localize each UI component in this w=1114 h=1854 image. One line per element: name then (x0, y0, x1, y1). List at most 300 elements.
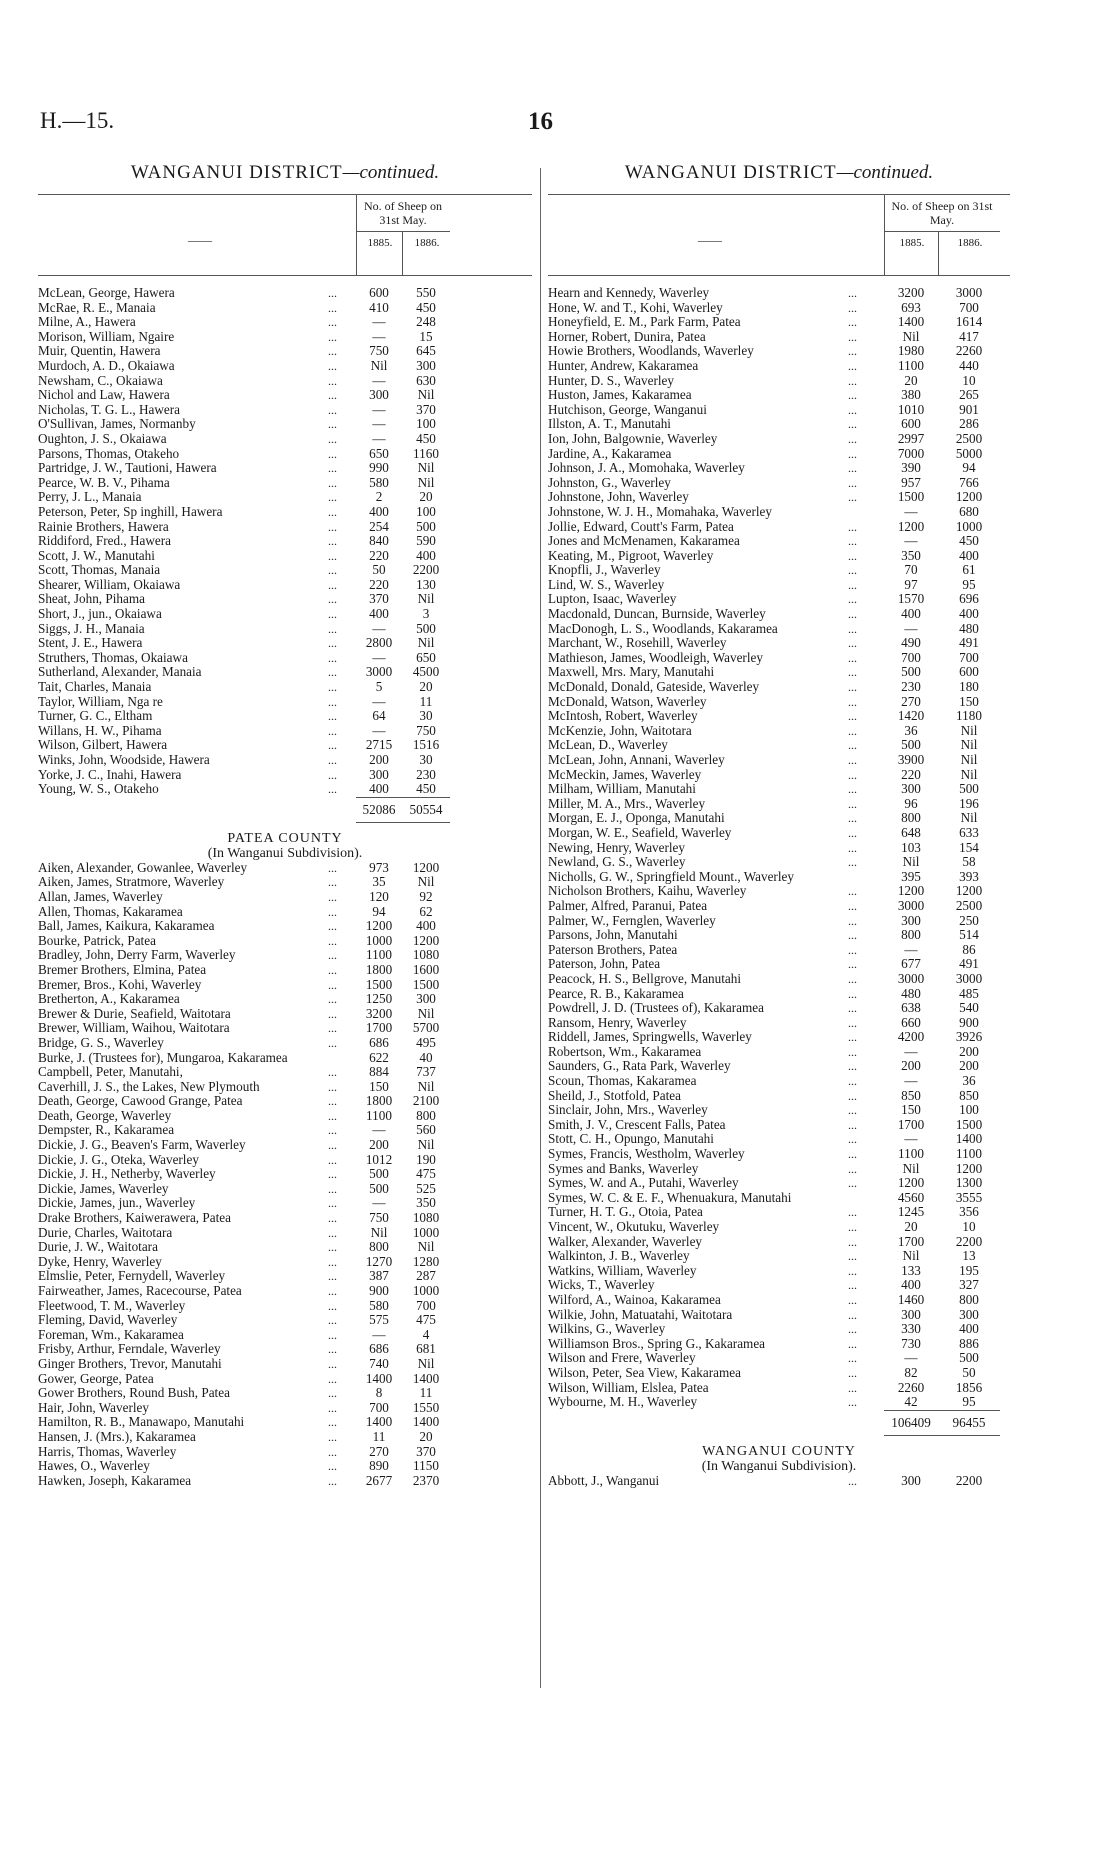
table-row (38, 1372, 532, 1387)
table-row (548, 914, 1010, 929)
sheep-1886: 58 (962, 854, 976, 870)
sheep-1886: 190 (416, 1151, 436, 1167)
sheep-1885: 890 (369, 1458, 389, 1474)
table-row (38, 768, 532, 783)
leader-dots: ... (848, 461, 857, 476)
owner-name: Paterson Brothers, Patea (548, 941, 678, 957)
sheep-1885: 400 (901, 1277, 921, 1293)
leader-dots: ... (848, 1220, 857, 1234)
table-row (548, 1249, 1010, 1264)
header-rule (938, 231, 939, 275)
sheep-1886: Nil (417, 1078, 435, 1094)
leader-dots: ... (848, 431, 857, 446)
sheep-1886: 100 (416, 503, 436, 519)
sheep-1885: Nil (902, 854, 920, 870)
sheep-1885: 150 (369, 1078, 389, 1094)
owner-name: Newsham, C., Okaiawa (38, 372, 163, 388)
leader-dots: ... (848, 1351, 857, 1366)
sheep-1885: 350 (901, 547, 921, 563)
owner-name: Jones and McMenamen, Kakaramea (548, 533, 740, 549)
owner-name: Taylor, William, Nga re (38, 693, 163, 709)
table-row (548, 1205, 1010, 1220)
table-row (548, 680, 1010, 695)
table-row (548, 578, 1010, 593)
sheep-1885: 800 (901, 927, 921, 943)
leader-dots: ... (848, 592, 857, 607)
sheep-1885: 1012 (365, 1151, 393, 1167)
owner-name: Johnstone, W. J. H., Momahaka, Waverley (548, 503, 772, 519)
sheep-1886: 94 (962, 460, 976, 476)
sheep-1886: 95 (962, 1394, 976, 1410)
table-row (38, 1255, 532, 1270)
sheep-1886: 1000 (955, 518, 983, 534)
leader-dots: ... (328, 1079, 337, 1094)
sheep-1886: 13 (962, 1248, 976, 1264)
table-row (548, 651, 1010, 666)
sheep-1886: 356 (959, 1204, 979, 1220)
leader-dots: ... (848, 519, 857, 534)
leader-dots: ... (848, 344, 857, 359)
sheep-1886: 645 (416, 343, 436, 359)
sheep-1886: 475 (416, 1166, 436, 1182)
sheep-1885: — (372, 722, 386, 738)
table-row (548, 447, 1010, 462)
sheep-1885: 2260 (897, 1379, 925, 1395)
leader-dots: ... (848, 898, 857, 913)
owner-name: Tait, Charles, Manaia (38, 679, 152, 695)
sheep-1886: 766 (959, 474, 979, 490)
sheep-1885: — (372, 328, 386, 344)
table-row (38, 432, 532, 447)
owner-name: Dyke, Henry, Waverley (38, 1253, 162, 1269)
leader-dots: ... (328, 286, 337, 300)
sheep-1886: 20 (419, 489, 433, 505)
owner-name: Sheat, John, Pihama (38, 591, 145, 607)
owner-name: Sheild, J., Stotfold, Patea (548, 1087, 681, 1103)
leader-dots: ... (328, 1152, 337, 1167)
owner-name: Dempster, R., Kakaramea (38, 1122, 175, 1138)
left-column (38, 162, 532, 1488)
sheep-1886: 1100 (956, 1146, 982, 1162)
sheep-1885: 94 (372, 903, 386, 919)
table-row (38, 782, 532, 797)
owner-name: Scott, Thomas, Manaia (38, 562, 161, 578)
owner-name: Fleming, David, Waverley (38, 1312, 178, 1328)
sheep-1885: 1100 (366, 1107, 392, 1123)
owner-name: Caverhill, J. S., the Lakes, New Plymouth (38, 1078, 260, 1094)
sheep-1885: 2677 (365, 1472, 393, 1488)
district-name: WANGANUI DISTRICT (624, 162, 837, 183)
owner-name: Paterson, John, Patea (548, 956, 661, 972)
sheep-1885: 600 (369, 285, 389, 300)
owner-name: Wilkins, G., Waverley (548, 1321, 666, 1337)
table-row (548, 344, 1010, 359)
owner-name: Peterson, Peter, Sp inghill, Hawera (38, 503, 223, 519)
leader-dots: ... (328, 709, 337, 724)
table-row (38, 1065, 532, 1080)
sheep-1886: 248 (416, 314, 436, 330)
sheep-1885: 480 (901, 985, 921, 1001)
leader-dots: ... (848, 913, 857, 928)
table-row (548, 1059, 1010, 1074)
leader-dots: ... (848, 884, 857, 899)
sheep-1885: 270 (369, 1443, 389, 1459)
table-row (38, 905, 532, 920)
table-row (38, 301, 532, 316)
leader-dots: ... (848, 694, 857, 709)
leader-dots: ... (328, 1167, 337, 1182)
owner-name: Hawes, O., Waverley (38, 1458, 150, 1474)
continued-label: —continued. (342, 162, 440, 183)
name-column-header: —— (188, 233, 212, 247)
sheep-1886: 195 (959, 1262, 979, 1278)
year-1886-header: 1886. (414, 237, 440, 249)
table-row (38, 1474, 532, 1489)
leader-dots: ... (328, 1356, 337, 1371)
year-1885-header: 1885. (367, 237, 393, 249)
leader-dots: ... (848, 1030, 857, 1045)
table-row (38, 992, 532, 1007)
table-row (548, 928, 1010, 943)
owner-name: Sinclair, John, Mrs., Waverley (548, 1102, 708, 1118)
total-1886: 50554 (402, 797, 450, 823)
owner-name: Hamilton, R. B., Manawapo, Manutahi (38, 1414, 245, 1430)
owner-name: Ginger Brothers, Trevor, Manutahi (38, 1355, 222, 1371)
owner-name: Riddell, James, Springwells, Waverley (548, 1029, 752, 1045)
sheep-1885: — (372, 314, 386, 330)
leader-dots: ... (328, 1459, 337, 1474)
owner-name: Hearn and Kennedy, Waverley (548, 285, 710, 300)
owner-name: Wilson, William, Elslea, Patea (548, 1379, 709, 1395)
sheep-1886: 1280 (412, 1253, 440, 1269)
table-row (38, 919, 532, 934)
leader-dots: ... (328, 1284, 337, 1298)
sheep-1886: 480 (959, 620, 979, 636)
leader-dots: ... (328, 1021, 337, 1036)
owner-name: Symes, W. and A., Putahi, Waverley (548, 1175, 739, 1191)
leader-dots: ... (848, 286, 857, 300)
leader-dots: ... (848, 1161, 857, 1176)
sheep-1886: 696 (959, 591, 979, 607)
owner-name: Stott, C. H., Opungo, Manutahi (548, 1131, 714, 1147)
leader-dots: ... (328, 315, 337, 330)
leader-dots: ... (328, 1035, 337, 1050)
leader-dots: ... (848, 577, 857, 592)
owner-name: Wilford, A., Wainoa, Kakaramea (548, 1291, 721, 1307)
leader-dots: ... (328, 1371, 337, 1386)
sheep-1885: 622 (369, 1049, 389, 1065)
sheep-1886: 475 (416, 1312, 436, 1328)
leader-dots: ... (328, 1444, 337, 1459)
sheep-1885: 800 (901, 810, 921, 826)
district-title (548, 162, 1010, 186)
sheep-1885: — (904, 1350, 918, 1366)
owner-name: McRae, R. E., Manaia (38, 299, 156, 315)
table-row (548, 636, 1010, 651)
owner-name: MacDonogh, L. S., Woodlands, Kakaramea (548, 620, 778, 636)
sheep-1886: 550 (416, 285, 436, 300)
table-row (548, 1308, 1010, 1323)
owner-name: Robertson, Wm., Kakaramea (548, 1043, 702, 1059)
table-row (38, 622, 532, 637)
owner-name: Aiken, James, Stratmore, Waverley (38, 874, 225, 890)
sheep-1885: — (904, 620, 918, 636)
owner-name: Symes, Francis, Westholm, Waverley (548, 1146, 745, 1162)
sheep-1886: 250 (959, 912, 979, 928)
table-row (38, 447, 532, 462)
sheep-1886: 286 (959, 416, 979, 432)
sheep-1885: 1200 (365, 918, 393, 934)
table-row (548, 768, 1010, 783)
sheep-1885: 500 (369, 1166, 389, 1182)
sheep-1886: 600 (959, 664, 979, 680)
leader-dots: ... (328, 300, 337, 315)
leader-dots: ... (328, 962, 337, 977)
sheep-1886: 2500 (955, 897, 983, 913)
sheep-1886: 327 (959, 1277, 979, 1293)
owner-name: Nicholls, G. W., Springfield Mount., Waverley (548, 868, 794, 884)
owner-name: Struthers, Thomas, Okaiawa (38, 649, 188, 665)
owner-name: Horner, Robert, Dunira, Patea (548, 328, 706, 344)
table-row (548, 841, 1010, 856)
sheep-1885: 2 (375, 489, 383, 505)
sheep-1886: Nil (417, 460, 435, 476)
table-row (38, 963, 532, 978)
leader-dots: ... (328, 1254, 337, 1269)
owner-name: Symes, W. C. & E. F., Whenuakura, Manutahi (548, 1189, 792, 1205)
leader-dots: ... (328, 650, 337, 665)
owner-name: McLean, D., Waverley (548, 737, 668, 753)
sheep-1885: — (372, 693, 386, 709)
owner-name: Abbott, J., Wanganui (548, 1472, 660, 1488)
sheep-1885: 200 (369, 1137, 389, 1153)
owner-name: Young, W. S., Otakeho (38, 781, 159, 797)
sheep-1885: — (372, 1122, 386, 1138)
sheep-1886: 1080 (412, 1210, 440, 1226)
table-row (38, 636, 532, 651)
sheep-1885: — (372, 401, 386, 417)
owner-name: Dickie, J. G., Oteka, Waverley (38, 1151, 199, 1167)
sheep-1886: 1180 (956, 708, 982, 724)
table-row (548, 665, 1010, 680)
leader-dots: ... (328, 723, 337, 738)
leader-dots: ... (328, 860, 337, 875)
leader-dots: ... (848, 300, 857, 315)
table-row (548, 374, 1010, 389)
total-1885: 106409 (884, 1410, 938, 1436)
owner-name: Peacock, H. S., Bellgrove, Manutahi (548, 970, 742, 986)
sheep-1885: Nil (370, 357, 388, 373)
header-rule (402, 231, 403, 275)
leader-dots: ... (848, 650, 857, 665)
owner-name: Yorke, J. C., Inahi, Hawera (38, 766, 182, 782)
table-row (548, 1045, 1010, 1060)
leader-dots: ... (328, 1269, 337, 1284)
owner-name: Lind, W. S., Waverley (548, 576, 665, 592)
owner-name: McKenzie, John, Waitotara (548, 722, 692, 738)
sheep-1886: 1500 (955, 1116, 983, 1132)
sheep-1885: 3200 (365, 1005, 393, 1021)
leader-dots: ... (328, 475, 337, 490)
leader-dots: ... (848, 1307, 857, 1322)
table-row (38, 344, 532, 359)
sheep-1885: 20 (904, 1219, 918, 1234)
table-row (38, 1342, 532, 1357)
owner-name: Hawken, Joseph, Kakaramea (38, 1472, 192, 1488)
table-row (548, 753, 1010, 768)
leader-dots: ... (328, 1065, 337, 1080)
sheep-1886: 485 (959, 985, 979, 1001)
sheep-1886: Nil (417, 387, 435, 403)
sheep-1886: 265 (959, 387, 979, 403)
table-row (38, 1445, 532, 1460)
sheep-1886: 370 (416, 1443, 436, 1459)
sheep-1886: 900 (959, 1014, 979, 1030)
sheep-1886: 1500 (412, 976, 440, 992)
sheep-1886: Nil (417, 874, 435, 890)
sheep-count-header: No. of Sheep on 31st May. (364, 199, 442, 227)
table-row (38, 1182, 532, 1197)
sheep-1886: 633 (959, 824, 979, 840)
owner-name: Pearce, W. B. V., Pihama (38, 474, 170, 490)
leader-dots: ... (848, 1001, 857, 1016)
table-row (38, 1240, 532, 1255)
sheep-1886: 10 (962, 372, 976, 388)
leader-dots: ... (328, 388, 337, 403)
leader-dots: ... (848, 1292, 857, 1307)
sheep-1885: 11 (372, 1428, 386, 1444)
table-row (548, 797, 1010, 812)
sheep-1886: 440 (959, 357, 979, 373)
table-row (548, 1162, 1010, 1177)
district-name: WANGANUI DISTRICT (130, 162, 343, 183)
leader-dots: ... (848, 942, 857, 957)
sheep-1886: 1000 (412, 1224, 440, 1240)
sheep-1886: 3555 (955, 1189, 983, 1205)
table-row (548, 1395, 1010, 1410)
table-row (38, 1328, 532, 1343)
sheep-1885: — (372, 1195, 386, 1211)
sheep-1885: 42 (904, 1394, 918, 1410)
owner-name: Turner, G. C., Eltham (38, 708, 153, 724)
owner-name: Morison, William, Ngaire (38, 328, 175, 344)
owner-name: Maxwell, Mrs. Mary, Manutahi (548, 664, 715, 680)
table-row (548, 987, 1010, 1002)
leader-dots: ... (848, 1088, 857, 1103)
leader-dots: ... (848, 475, 857, 490)
sheep-1886: 1856 (955, 1379, 983, 1395)
sheep-1886: 300 (416, 991, 436, 1007)
sheep-1886: 1614 (955, 314, 983, 330)
table-row (38, 549, 532, 564)
table-row (38, 1080, 532, 1095)
total-row (38, 797, 532, 821)
sheep-1885: 973 (369, 859, 389, 875)
document-id: H.—15. (40, 108, 115, 133)
sheep-1886: 525 (416, 1180, 436, 1196)
sheep-1885: 1570 (897, 591, 925, 607)
leader-dots: ... (328, 329, 337, 344)
owner-name: Brewer & Durie, Seafield, Waitotara (38, 1005, 231, 1021)
table-header (548, 194, 1010, 276)
table-row (38, 861, 532, 876)
year-1886-header: 1886. (957, 237, 983, 249)
table-row (38, 1138, 532, 1153)
sheep-1885: Nil (902, 1248, 920, 1264)
owner-name: McLean, George, Hawera (38, 285, 175, 300)
leader-dots: ... (328, 402, 337, 417)
sheep-1885: 677 (901, 956, 921, 972)
leader-dots: ... (328, 373, 337, 388)
sheep-1886: 700 (416, 1297, 436, 1313)
table-row (548, 1016, 1010, 1031)
sheep-1885: 50 (372, 562, 386, 578)
sheep-1886: 514 (959, 927, 979, 943)
owner-name: Newland, G. S., Waverley (548, 854, 686, 870)
sheep-1885: 150 (901, 1102, 921, 1118)
sheep-1885: 1200 (897, 518, 925, 534)
sheep-1886: 2500 (955, 430, 983, 446)
owner-name: McMeckin, James, Waverley (548, 766, 702, 782)
sheep-1886: 15 (419, 328, 433, 344)
leader-dots: ... (848, 1059, 857, 1074)
table-row (548, 417, 1010, 432)
table-row (38, 665, 532, 680)
owner-name: Hair, John, Waverley (38, 1399, 149, 1415)
table-row (38, 315, 532, 330)
sheep-1885: 370 (369, 591, 389, 607)
owner-name: Durie, J. W., Waitotara (38, 1239, 158, 1255)
sheep-1886: 2370 (412, 1472, 440, 1488)
table-row (548, 811, 1010, 826)
owner-name: Rainie Brothers, Hawera (38, 518, 169, 534)
owner-name: Harris, Thomas, Waverley (38, 1443, 177, 1459)
owner-name: Wilson, Gilbert, Hawera (38, 737, 168, 753)
leader-dots: ... (328, 782, 337, 797)
sheep-1886: Nil (417, 591, 435, 607)
leader-dots: ... (848, 607, 857, 622)
owner-name: Brewer, William, Waihou, Waitotara (38, 1020, 230, 1036)
sheep-1885: 700 (369, 1399, 389, 1415)
leader-dots: ... (848, 329, 857, 344)
sheep-1885: 300 (369, 766, 389, 782)
sheep-1885: 1200 (897, 883, 925, 899)
leader-dots: ... (328, 1006, 337, 1021)
table-row (548, 1366, 1010, 1381)
leader-dots: ... (848, 855, 857, 870)
left-table-body (38, 286, 532, 1488)
leader-dots: ... (328, 1327, 337, 1342)
sheep-1885: 1500 (897, 489, 925, 505)
table-row (38, 1051, 532, 1066)
owner-name: Palmer, Alfred, Paranui, Patea (548, 897, 708, 913)
table-row (548, 855, 1010, 870)
owner-name: Siggs, J. H., Manaia (38, 620, 145, 636)
table-row (548, 490, 1010, 505)
owner-name: Jardine, A., Kakaramea (548, 445, 672, 461)
table-row (548, 1074, 1010, 1089)
sheep-1886: Nil (417, 635, 435, 651)
sheep-1885: 390 (901, 460, 921, 476)
county-heading: PATEA COUNTY (227, 830, 343, 846)
sheep-1885: 270 (901, 693, 921, 709)
table-row (38, 330, 532, 345)
table-row (548, 476, 1010, 491)
table-row (548, 826, 1010, 841)
sheep-1886: 4500 (412, 664, 440, 680)
sheep-1885: 900 (369, 1283, 389, 1298)
leader-dots: ... (328, 875, 337, 890)
